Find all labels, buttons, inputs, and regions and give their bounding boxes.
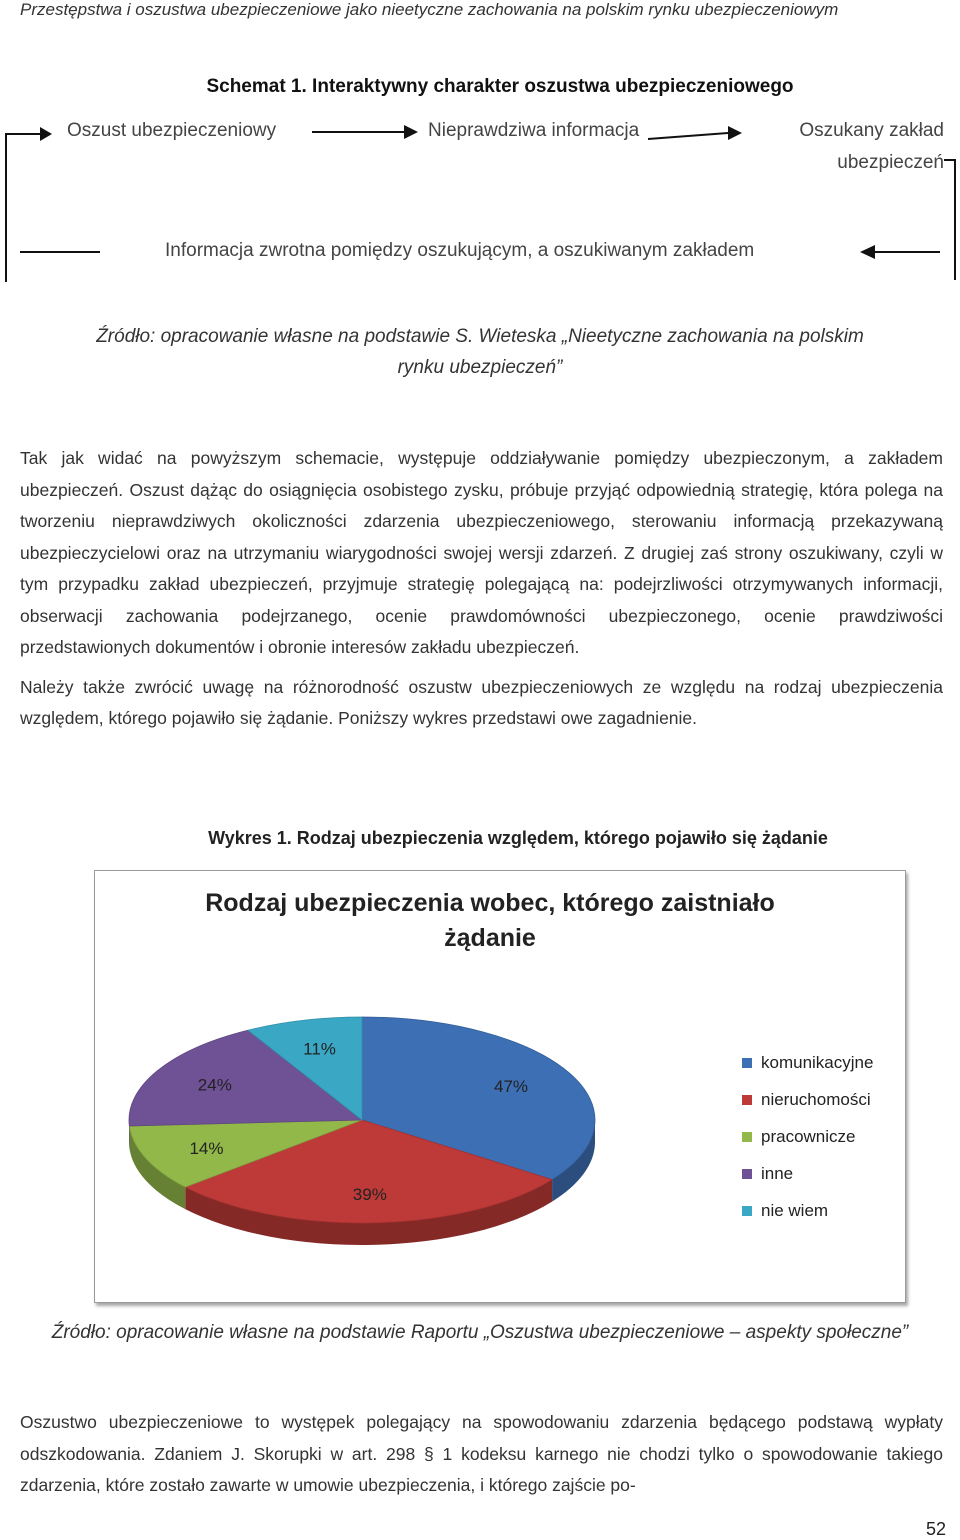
paragraph-2: Należy także zwrócić uwagę na różnorodność oszustw ubezpieczeniowych ze względu na rodzaj ubezpieczenia względem, którego pojawiło się żądanie. Poniższy wykres przedstawi owe zagadnienie. xyxy=(20,676,943,728)
page-number: 52 xyxy=(925,1519,946,1539)
legend-label: pracownicze xyxy=(761,1126,856,1146)
arrowhead-into-insurer xyxy=(728,126,742,140)
scheme-source-line1: Źródło: opracowanie własne na podstawie S. Wieteska „Nieetyczne zachowania na polskim xyxy=(96,326,864,347)
legend-swatch xyxy=(742,1132,752,1142)
arrow-line-2 xyxy=(648,133,728,139)
legend-item-nieruchomości xyxy=(742,1081,873,1118)
running-header: Przestępstwa i oszustwa ubezpieczeniowe jako nieetyczne zachowania na polskim rynku ubezpieczeniowym xyxy=(20,0,839,19)
legend-swatch xyxy=(742,1169,752,1179)
pie-label-nie wiem: 11% xyxy=(303,1039,336,1059)
legend-label: komunikacyjne xyxy=(761,1052,874,1072)
pie-chart xyxy=(94,870,734,1303)
legend-item-nie wiem xyxy=(742,1192,873,1229)
body-paragraph-bottom xyxy=(20,1407,943,1502)
arrowhead-into-fraudster xyxy=(40,127,52,141)
legend-item-inne xyxy=(742,1155,873,1192)
node-false-information: Nieprawdziwa informacja xyxy=(428,120,640,141)
node-insurer-line1: Oszukany zakład xyxy=(799,120,944,141)
legend-label: nie wiem xyxy=(761,1200,829,1220)
legend-label: nieruchomości xyxy=(761,1089,871,1109)
arrowhead-feedback xyxy=(860,245,875,259)
body-paragraphs-top xyxy=(20,443,943,735)
pie-label-inne: 24% xyxy=(197,1075,232,1095)
pie-label-komunikacyjne: 47% xyxy=(494,1076,529,1096)
legend-swatch xyxy=(742,1095,752,1105)
chart-title-line1: Rodzaj ubezpieczenia wobec, którego zaistniało xyxy=(205,889,775,917)
paragraph-1: Tak jak widać na powyższym schemacie, występuje oddziaływanie pomiędzy ubezpieczonym, a zakładem ubezpieczeń. Oszust dążąc do osiągnięcia osobistego zysku, próbuje przyjąć odpowiednią strategię, która polega na tworzeniu nieprawdziwych okoliczności zdarzenia ubezpieczeniowego, sterowaniu informacją przekazywaną ubezpieczycielowi oraz na utrzymaniu wiarygodności swojej wersji zdarzeń. Z drugiej zaś strony oszukiwany, czyli w tym przypadku zakład ubezpieczeń, przyjmuje strategię polegającą na: podejrzliwości otrzymywanych informacji, obserwacji zachowania podejrzanego, ocenie prawdomówności ubezpieczonego, ocenie prawdziwości przedstawionych dokumentów i obronie interesów zakładu ubezpieczeń. xyxy=(20,448,943,657)
node-fraudster: Oszust ubezpieczeniowy xyxy=(67,120,277,141)
pie-label-nieruchomości: 39% xyxy=(352,1185,387,1205)
legend-item-pracownicze xyxy=(742,1118,873,1155)
scheme-title: Schemat 1. Interaktywny charakter oszustwa ubezpieczeniowego xyxy=(206,76,794,97)
pie-label-pracownicze: 14% xyxy=(189,1138,224,1158)
legend-swatch xyxy=(742,1058,752,1068)
figure-caption: Wykres 1. Rodzaj ubezpieczenia względem, którego pojawiło się żądanie xyxy=(208,828,828,848)
scheme-source-line2: rynku ubezpieczeń” xyxy=(397,357,563,378)
legend-item-komunikacyjne xyxy=(742,1044,873,1081)
chart-title-line2: żądanie xyxy=(444,924,536,952)
node-insurer-line2: ubezpieczeń xyxy=(837,152,944,173)
loop-left-line xyxy=(6,134,40,282)
figure-source: Źródło: opracowanie własne na podstawie Raportu „Oszustwa ubezpieczeniowe – aspekty społeczne” xyxy=(51,1322,909,1343)
chart-legend xyxy=(742,1044,873,1229)
scheme-arrows xyxy=(0,0,960,290)
feedback-label: Informacja zwrotna pomiędzy oszukującym, a oszukiwanym zakładem xyxy=(165,240,755,261)
legend-label: inne xyxy=(761,1163,794,1183)
paragraph-3: Oszustwo ubezpieczeniowe to występek polegający na spowodowaniu zdarzenia będącego podstawą wypłaty odszkodowania. Zdaniem J. Skorupki w art. 298 § 1 kodeksu karnego nie chodzi tylko o spowodowanie takiego zdarzenia, które zostało zawarte w umowie ubezpieczenia, i którego zajście po- xyxy=(20,1412,943,1495)
arrowhead-into-false-info xyxy=(404,125,418,139)
loop-right-line xyxy=(944,160,955,280)
legend-swatch xyxy=(742,1206,752,1216)
